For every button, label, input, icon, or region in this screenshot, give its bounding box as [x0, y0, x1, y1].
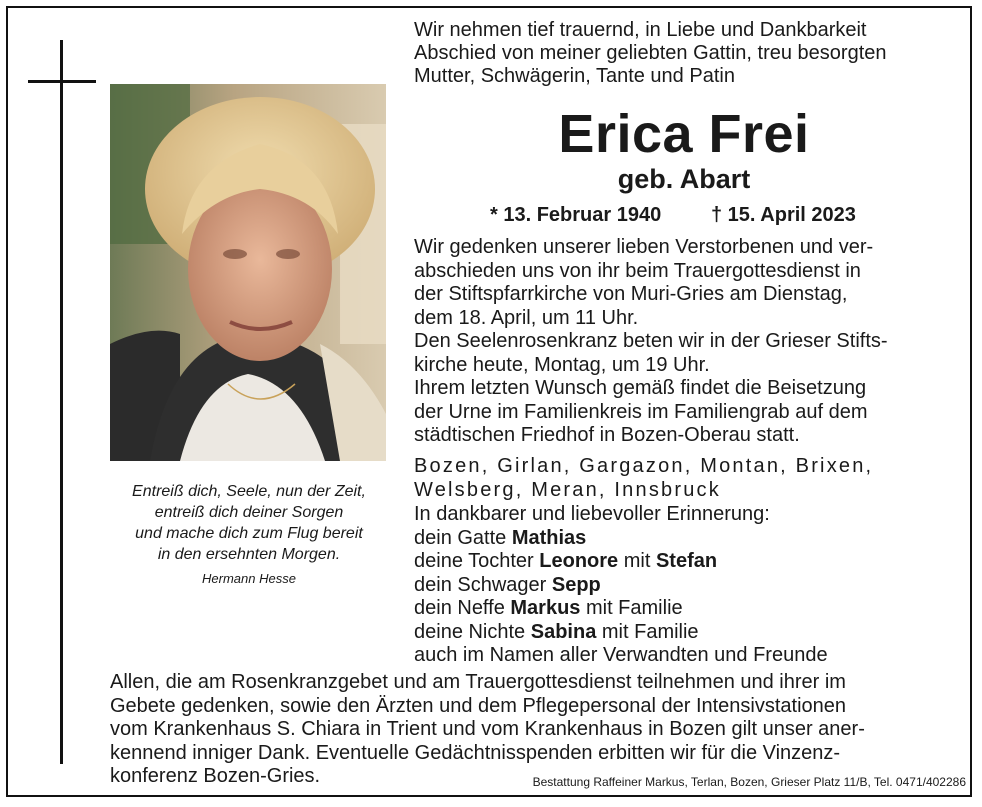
family-line — [414, 597, 954, 621]
family-line — [414, 527, 954, 551]
quote-line: und mache dich zum Flug bereit — [135, 525, 363, 542]
relative-name: Sabina — [530, 620, 597, 643]
thanks-line: konferenz Bozen-Gries. — [110, 765, 321, 787]
relation: mit Familie — [596, 620, 699, 643]
body-line: städtischen Friedhof in Bozen-Oberau statt. — [414, 424, 800, 446]
quote-line: in den ersehnten Morgen. — [157, 546, 341, 563]
relative-name: Stefan — [655, 550, 718, 572]
relation: dein Gatte — [414, 526, 512, 549]
quote-author: Hermann Hesse — [202, 571, 296, 586]
thanks-line: vom Krankenhaus S. Chiara in Trient und vom Krankenhaus in Bozen gilt unser aner- — [110, 718, 865, 740]
birth-date: * 13. Februar 1940 — [490, 204, 662, 226]
relation: deine Nichte — [414, 620, 531, 643]
quote-line: entreiß dich deiner Sorgen — [154, 504, 344, 521]
relative-name: Sepp — [551, 573, 601, 596]
service-details — [414, 236, 954, 448]
family-line — [414, 550, 954, 574]
undertaker-info: Bestattung Raffeiner Markus, Terlan, Bozen, Grieser Platz 11/B, Tel. 0471/402286 — [532, 775, 966, 789]
body-line: Ihrem letzten Wunsch gemäß findet die Beisetzung — [414, 377, 867, 399]
relation: deine Tochter — [414, 550, 540, 572]
family-closing: auch im Namen aller Verwandten und Freunde — [414, 644, 828, 666]
body-line: Wir gedenken unserer lieben Verstorbenen und ver- — [414, 236, 874, 258]
relation: mit — [618, 550, 656, 572]
body-line: dem 18. April, um 11 Uhr. — [414, 306, 639, 329]
relative-name: Mathias — [511, 526, 587, 549]
body-line: der Stiftspfarrkirche von Muri-Gries am Dienstag, — [414, 283, 848, 305]
body-line: der Urne im Familienkreis im Familiengrab auf dem — [414, 400, 868, 423]
body-line: Den Seelenrosenkranz beten wir in der Grieser Stifts- — [414, 330, 888, 352]
family-line — [414, 574, 954, 598]
relation: dein Schwager — [414, 573, 552, 596]
intro-text — [414, 19, 954, 88]
cross-icon-bar — [28, 80, 96, 83]
family-line — [414, 621, 954, 645]
relation: mit Familie — [580, 597, 683, 619]
intro-line: Abschied von meiner geliebten Gattin, treu besorgten — [414, 42, 887, 64]
portrait-photo — [110, 84, 386, 461]
places-line: Welsberg, Meran, Innsbruck — [414, 478, 721, 501]
intro-line: Wir nehmen tief trauernd, in Liebe und Dankbarkeit — [414, 19, 867, 41]
thanks-line: Gebete gedenken, sowie den Ärzten und dem Pflegepersonal der Intensivstationen — [110, 694, 847, 717]
death-date: † 15. April 2023 — [711, 204, 856, 226]
family-intro: In dankbarer und liebevoller Erinnerung: — [414, 503, 770, 525]
relative-name: Markus — [510, 597, 581, 619]
places-list — [414, 455, 954, 502]
birth-name: geb. Abart — [617, 164, 751, 194]
thanks-line: kennend inniger Dank. Eventuelle Gedächtnisspenden erbitten wir für die Vinzenz- — [110, 741, 841, 764]
quote-line: Entreiß dich, Seele, nun der Zeit, — [132, 483, 366, 500]
intro-line: Mutter, Schwägerin, Tante und Patin — [414, 65, 735, 87]
places-line: Bozen, Girlan, Gargazon, Montan, Brixen, — [414, 455, 874, 477]
family-list — [414, 503, 954, 668]
cross-icon — [60, 40, 63, 764]
relative-name: Leonore — [539, 550, 619, 572]
body-line: abschieden uns von ihr beim Trauergottesdienst in — [414, 259, 861, 282]
thanks-line: Allen, die am Rosenkranzgebet und am Trauergottesdienst teilnehmen und ihrer im — [110, 671, 846, 693]
body-line: kirche heute, Montag, um 19 Uhr. — [414, 353, 710, 376]
thanks-text — [110, 671, 960, 789]
deceased-name: Erica Frei — [558, 104, 810, 164]
relation: dein Neffe — [414, 597, 511, 619]
quote-block — [104, 481, 394, 565]
